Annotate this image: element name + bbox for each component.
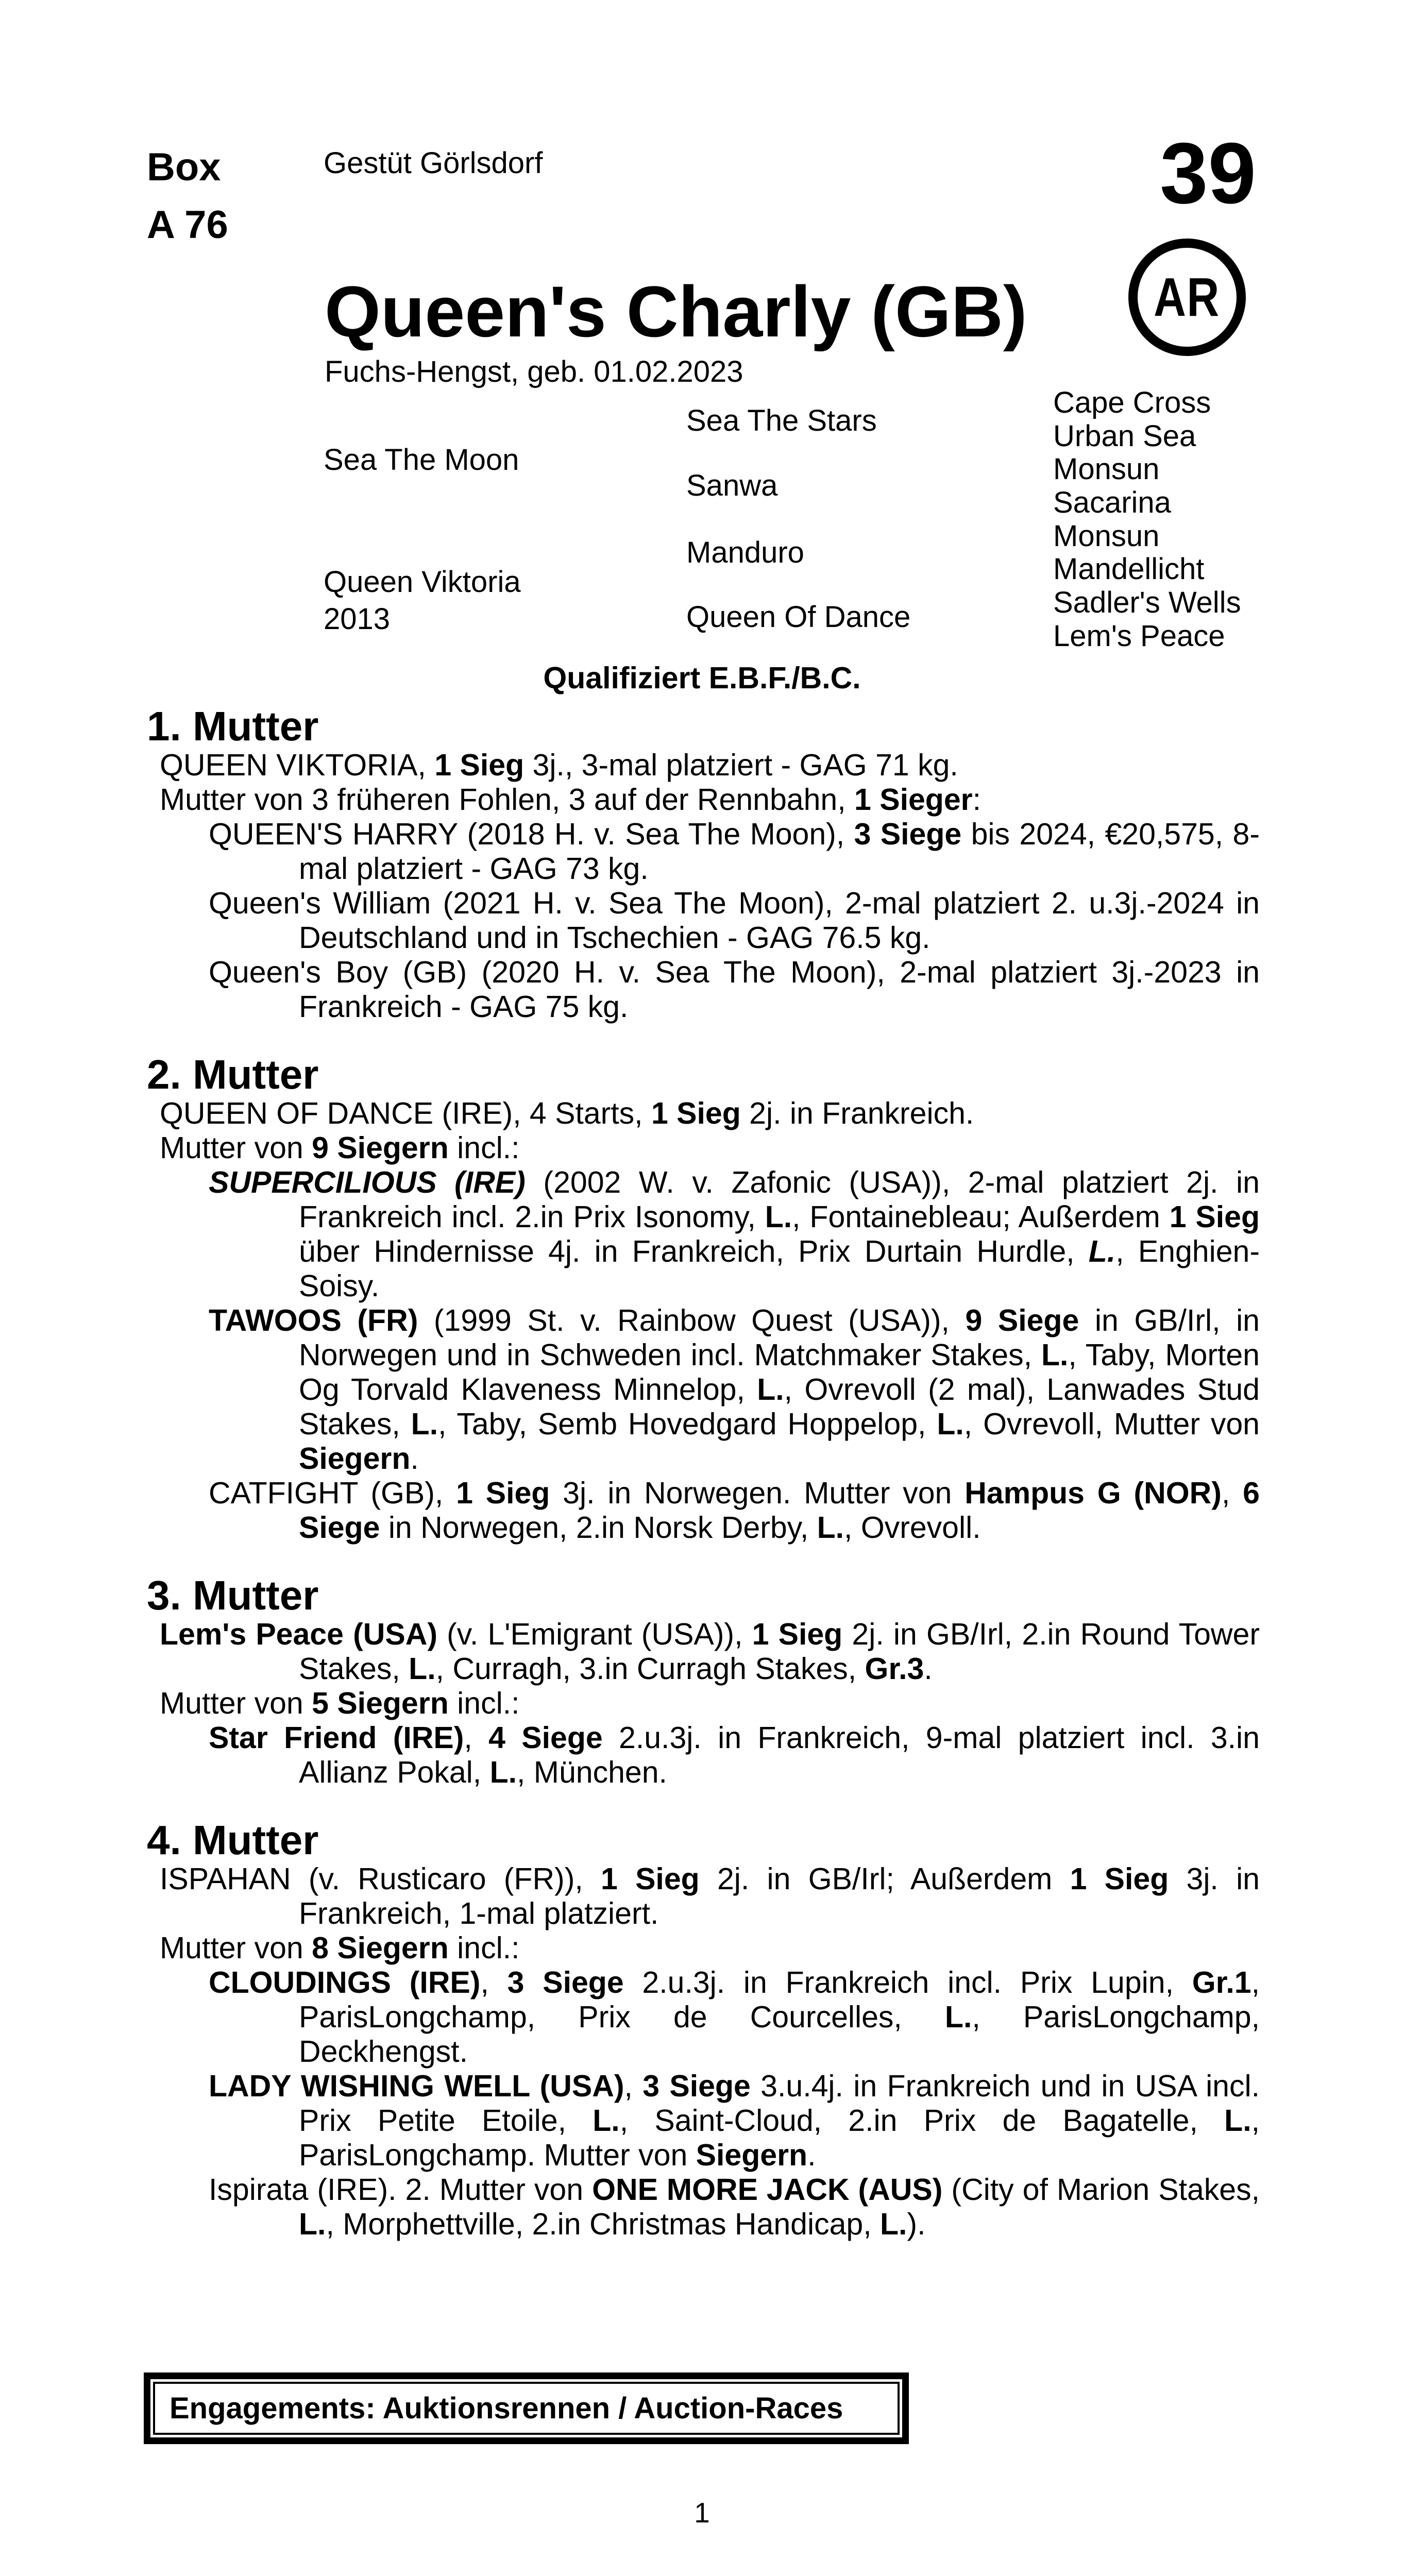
text-segment: Siegern bbox=[299, 1442, 411, 1476]
text-segment: 3 Siege bbox=[642, 2069, 751, 2103]
text-segment: , Enghien-Soisy. bbox=[299, 1234, 1260, 1303]
text-segment: CATFIGHT (GB), bbox=[209, 1476, 456, 1510]
text-segment: 1 Sieg bbox=[752, 1617, 843, 1651]
text-segment: 2.u.3j. in Frankreich incl. Prix Lupin, bbox=[623, 1965, 1192, 1999]
text-segment: QUEEN OF DANCE (IRE), 4 Starts, bbox=[160, 1096, 651, 1130]
text-segment: , ParisLongchamp. Mutter von bbox=[299, 2104, 1260, 2172]
mutter-section bbox=[147, 1053, 1260, 1545]
text-segment: QUEEN'S HARRY (2018 H. v. Sea The Moon), bbox=[209, 817, 854, 851]
pedigree-gen3-8: Lem's Peace bbox=[1053, 619, 1225, 653]
text-segment: L. bbox=[1041, 1338, 1069, 1372]
text-segment: , bbox=[624, 2069, 643, 2103]
text-segment: 5 Siegern bbox=[312, 1686, 449, 1720]
text-segment: Gr.3 bbox=[865, 1652, 924, 1686]
text-segment: , bbox=[480, 1965, 508, 1999]
lot-number: 39 bbox=[1160, 125, 1256, 222]
text-segment: Mutter von bbox=[160, 1931, 312, 1965]
page-title: Queen's Charly (GB) bbox=[325, 271, 1027, 352]
text-segment: , Morphettville, 2.in Christmas Handicap, bbox=[326, 2207, 880, 2241]
text-segment: Gr.1 bbox=[1192, 1965, 1251, 1999]
text-segment: CLOUDINGS (IRE) bbox=[209, 1965, 481, 1999]
pedigree-dam-year: 2013 bbox=[324, 602, 391, 636]
text-segment: 2j. in GB/Irl, 2.in Round Tower Stakes, bbox=[299, 1617, 1260, 1686]
pedigree-paragraph bbox=[160, 1131, 1260, 1165]
text-segment: Queen's William (2021 H. v. Sea The Moon), 2-mal platziert 2. u.3j.-2024 in Deutschland und in Tschechien - GAG 76.5 kg. bbox=[209, 886, 1260, 955]
box-label bbox=[147, 139, 228, 254]
section-heading: 3. Mutter bbox=[147, 1572, 319, 1618]
text-segment: Queen's Boy (GB) (2020 H. v. Sea The Moon), 2-mal platziert 3j.-2023 in Frankreich - GAG 75 kg. bbox=[209, 955, 1260, 1024]
text-segment: , Fontainebleau; Außerdem bbox=[792, 1200, 1170, 1234]
text-segment: 1 Sieg bbox=[601, 1862, 700, 1896]
section-heading: 4. Mutter bbox=[147, 1817, 319, 1863]
text-segment: . bbox=[410, 1442, 419, 1476]
pedigree-sire: Sea The Moon bbox=[324, 443, 519, 477]
pedigree-gen3-2: Urban Sea bbox=[1053, 419, 1196, 453]
pedigree-paragraph bbox=[209, 817, 1260, 886]
text-segment: incl.: bbox=[448, 1686, 520, 1720]
page-number: 1 bbox=[694, 2497, 710, 2529]
text-segment: ). bbox=[907, 2207, 926, 2241]
text-segment: L. bbox=[489, 1755, 517, 1789]
pedigree-paragraph bbox=[209, 955, 1260, 1024]
pedigree-gen3-1: Cape Cross bbox=[1053, 386, 1211, 419]
pedigree-gen3-3: Monsun bbox=[1053, 452, 1160, 486]
text-segment: (City of Marion Stakes, bbox=[942, 2173, 1260, 2207]
qualification-note: Qualifiziert E.B.F./B.C. bbox=[543, 661, 861, 695]
pedigree-gen2-dam-of-dam: Queen Of Dance bbox=[686, 600, 911, 634]
section-heading: 2. Mutter bbox=[147, 1052, 319, 1097]
mutter-section bbox=[147, 1573, 1260, 1790]
pedigree-gen3-6: Mandellicht bbox=[1053, 552, 1205, 586]
text-segment: L. bbox=[944, 2000, 972, 2034]
text-segment: L. bbox=[879, 2207, 907, 2241]
text-segment: (1999 St. v. Rainbow Quest (USA)), bbox=[418, 1303, 966, 1337]
text-segment: Mutter von bbox=[160, 1131, 312, 1165]
text-segment: 3j., 3-mal platziert - GAG 71 kg. bbox=[524, 748, 958, 782]
text-segment: ISPAHAN (v. Rusticaro (FR)), bbox=[160, 1862, 601, 1896]
text-segment: 9 Siege bbox=[965, 1303, 1079, 1337]
text-segment: in GB/Irl, in Norwegen und in Schweden incl. Matchmaker Stakes, bbox=[299, 1303, 1260, 1372]
text-segment: 9 Siegern bbox=[312, 1131, 449, 1165]
text-segment: 3 Siege bbox=[854, 817, 962, 851]
text-segment: Mutter von bbox=[160, 1686, 312, 1720]
pedigree-paragraph bbox=[160, 1617, 1260, 1686]
text-segment: (2002 W. v. Zafonic (USA)), 2-mal platziert 2j. in Frankreich incl. 2.in Prix Isonomy, bbox=[299, 1165, 1260, 1234]
text-segment: Lem's Peace (USA) bbox=[160, 1617, 437, 1651]
box-label-line2: A 76 bbox=[147, 203, 228, 247]
engagements-text: Engagements: Auktionsrennen / Auction-Races bbox=[153, 2382, 900, 2435]
pedigree-paragraph bbox=[160, 748, 1260, 783]
text-segment: (v. L'Emigrant (USA)), bbox=[437, 1617, 752, 1651]
pedigree-gen2-sire-of-sire: Sea The Stars bbox=[686, 404, 877, 437]
text-segment: ONE MORE JACK (AUS) bbox=[592, 2173, 943, 2207]
text-segment: , bbox=[1221, 1476, 1243, 1510]
text-segment: 1 Sieg bbox=[456, 1476, 550, 1510]
engagements-box bbox=[144, 2372, 909, 2444]
text-segment: L. bbox=[593, 2104, 620, 2138]
text-segment: 2j. in Frankreich. bbox=[740, 1096, 974, 1130]
text-segment: 1 Sieg bbox=[1169, 1200, 1260, 1234]
text-segment: , Taby, Morten Og Torvald Klaveness Minnelop, bbox=[299, 1338, 1260, 1406]
text-segment: 1 Sieg bbox=[1070, 1862, 1169, 1896]
text-segment: , Ovrevoll, Mutter von bbox=[963, 1407, 1260, 1441]
pedigree-gen3-4: Sacarina bbox=[1053, 486, 1171, 519]
pedigree-gen3-7: Sadler's Wells bbox=[1053, 586, 1241, 619]
pedigree-paragraph bbox=[160, 1096, 1260, 1131]
text-segment: L. bbox=[817, 1511, 844, 1545]
text-segment: incl.: bbox=[448, 1131, 520, 1165]
text-segment: LADY WISHING WELL (USA) bbox=[209, 2069, 624, 2103]
text-segment: 1 Sieg bbox=[434, 748, 525, 782]
text-segment: : bbox=[972, 783, 981, 817]
pedigree-paragraph bbox=[209, 2173, 1260, 2242]
pedigree-gen2-sire-of-dam: Manduro bbox=[686, 536, 804, 569]
text-segment: 3 Siege bbox=[507, 1965, 624, 1999]
pedigree-paragraph bbox=[209, 2069, 1260, 2173]
text-segment: , bbox=[464, 1721, 489, 1755]
text-segment: L. bbox=[757, 1372, 784, 1406]
text-segment: L. bbox=[299, 2207, 326, 2241]
text-segment: 6 Siege bbox=[299, 1476, 1260, 1545]
pedigree-paragraph bbox=[209, 886, 1260, 955]
pedigree-paragraph bbox=[209, 1721, 1260, 1790]
section-heading: 1. Mutter bbox=[147, 703, 319, 749]
pedigree-gen2-dam-of-sire: Sanwa bbox=[686, 469, 778, 502]
text-segment: L. bbox=[411, 1407, 438, 1441]
pedigree-gen3-5: Monsun bbox=[1053, 519, 1160, 553]
text-segment: , Ovrevoll (2 mal), Lanwades Stud Stakes, bbox=[299, 1372, 1260, 1441]
text-segment: 3.u.4j. in Frankreich und in USA incl. Prix Petite Etoile, bbox=[299, 2069, 1260, 2138]
text-segment: incl.: bbox=[448, 1931, 520, 1965]
text-segment: L. bbox=[937, 1407, 964, 1441]
pedigree-paragraph bbox=[160, 1686, 1260, 1721]
text-segment: Star Friend (IRE) bbox=[209, 1721, 464, 1755]
box-label-line1: Box bbox=[147, 145, 221, 189]
text-segment: QUEEN VIKTORIA, bbox=[160, 748, 435, 782]
text-segment: 3j. in Frankreich, 1-mal platziert. bbox=[299, 1862, 1260, 1930]
pedigree-paragraph bbox=[209, 1965, 1260, 2069]
brand-circle bbox=[1128, 239, 1246, 356]
text-segment: 3j. in Norwegen. Mutter von bbox=[550, 1476, 965, 1510]
text-segment: , Taby, Semb Hovedgard Hoppelop, bbox=[438, 1407, 937, 1441]
text-segment: , Saint-Cloud, 2.in Prix de Bagatelle, bbox=[619, 2104, 1225, 2138]
pedigree-paragraph bbox=[160, 1862, 1260, 1931]
pedigree-paragraph bbox=[160, 783, 1260, 817]
text-segment: L. bbox=[1088, 1234, 1116, 1268]
text-segment: 1 Sieg bbox=[651, 1096, 741, 1130]
pedigree-paragraph bbox=[209, 1476, 1260, 1545]
brand-mark: AR bbox=[1154, 266, 1221, 328]
text-segment: L. bbox=[765, 1200, 792, 1234]
pedigree-text-sections bbox=[147, 704, 1260, 2242]
text-segment: . bbox=[807, 2138, 816, 2172]
mutter-section bbox=[147, 1818, 1260, 2242]
text-segment: über Hindernisse 4j. in Frankreich, Prix Durtain Hurdle, bbox=[299, 1234, 1089, 1268]
text-segment: 4 Siege bbox=[488, 1721, 603, 1755]
text-segment: Siegern bbox=[696, 2138, 808, 2172]
text-segment: , ParisLongchamp, Deckhengst. bbox=[299, 2000, 1260, 2069]
text-segment: Hampus G (NOR) bbox=[965, 1476, 1222, 1510]
text-segment: SUPERCILIOUS (IRE) bbox=[209, 1165, 526, 1199]
text-segment: . bbox=[924, 1652, 933, 1686]
text-segment: , München. bbox=[517, 1755, 667, 1789]
text-segment: 1 Sieger bbox=[854, 783, 973, 817]
text-segment: TAWOOS (FR) bbox=[209, 1303, 418, 1337]
text-segment: 8 Siegern bbox=[312, 1931, 449, 1965]
text-segment: in Norwegen, 2.in Norsk Derby, bbox=[380, 1511, 817, 1545]
text-segment: L. bbox=[1224, 2104, 1251, 2138]
text-segment: , ParisLongchamp, Prix de Courcelles, bbox=[299, 1965, 1260, 2034]
consignor-name: Gestüt Görlsdorf bbox=[324, 146, 543, 180]
mutter-section bbox=[147, 704, 1260, 1024]
text-segment: Mutter von 3 früheren Fohlen, 3 auf der Rennbahn, bbox=[160, 783, 855, 817]
pedigree-paragraph bbox=[209, 1165, 1260, 1303]
text-segment: , Ovrevoll. bbox=[844, 1511, 981, 1545]
pedigree-paragraph bbox=[209, 1303, 1260, 1476]
text-segment: 2j. in GB/Irl; Außerdem bbox=[699, 1862, 1070, 1896]
text-segment: L. bbox=[409, 1652, 436, 1686]
pedigree-dam: Queen Viktoria bbox=[324, 565, 521, 599]
text-segment: Ispirata (IRE). 2. Mutter von bbox=[209, 2173, 593, 2207]
pedigree-paragraph bbox=[160, 1931, 1260, 1965]
text-segment: bis 2024, €20,575, 8-mal platziert - GAG 73 kg. bbox=[299, 817, 1260, 886]
text-segment: 2.u.3j. in Frankreich, 9-mal platziert incl. 3.in Allianz Pokal, bbox=[299, 1721, 1260, 1789]
horse-details: Fuchs-Hengst, geb. 01.02.2023 bbox=[325, 355, 743, 388]
text-segment: , Curragh, 3.in Curragh Stakes, bbox=[435, 1652, 865, 1686]
